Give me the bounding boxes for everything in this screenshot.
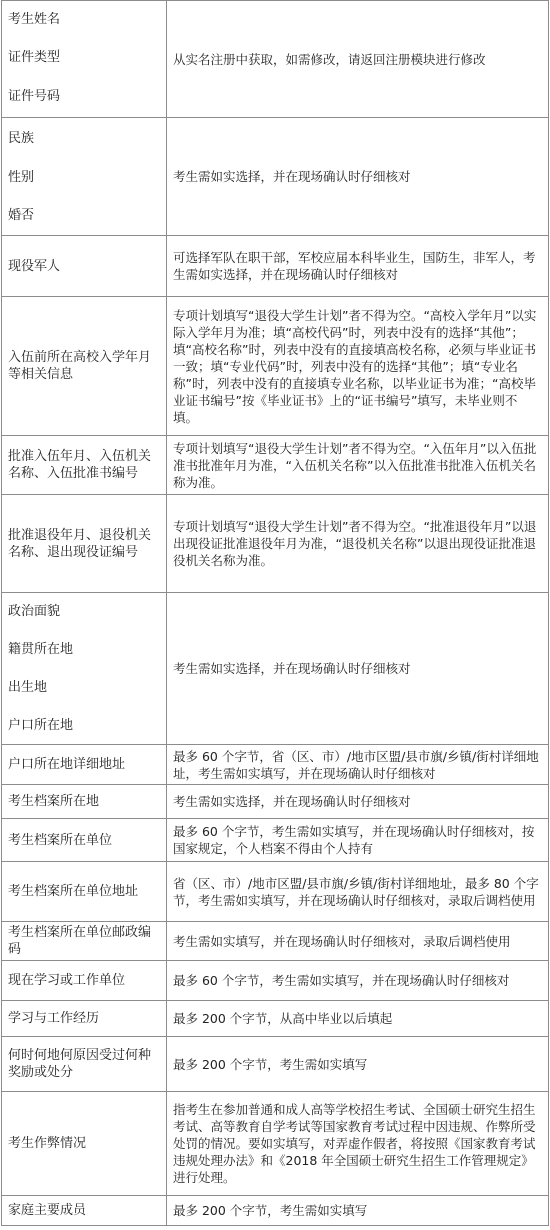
field-description: 从实名注册中获取，如需修改，请返回注册模块进行修改	[167, 1, 549, 118]
field-description: 考生需如实填写，并在现场确认时仔细核对，录取后调档使用	[167, 922, 549, 961]
field-label: 民族	[2, 118, 167, 159]
field-description: 专项计划填写“退役大学生计划”者不得为空。“批准退役年月”以退出现役证批准退役年月为准，“退役机关名称”以退出现役证批准退役机关名称为准。	[167, 495, 549, 593]
field-description: 指考生在参加普通和成人高等学校招生考试、全国硕士研究生招生考试、高等教育自学考试等国家教育考试过程中因违规、作弊所受处罚的情况。要如实填写，对弄虚作假者，将按照《国家教育考试违规处理办法》和《2018 年全国硕士研究生招生工作管理规定》进行处理。	[167, 1092, 549, 1196]
field-label: 现在学习或工作单位	[2, 961, 167, 1001]
field-label: 户口所在地详细地址	[2, 745, 167, 785]
field-description: 最多 200 个字节，考生需如实填写	[167, 1037, 549, 1092]
field-label: 学习与工作经历	[2, 1001, 167, 1037]
field-label: 入伍前所在高校入学年月等相关信息	[2, 297, 167, 436]
field-description: 最多 60 个字节，省（区、市）/地市区盟/县市旗/乡镇/街村详细地址，考生需如实填写，并在现场确认时仔细核对	[167, 745, 549, 785]
field-description: 考生需如实选择，并在现场确认时仔细核对	[167, 593, 549, 745]
field-label: 性别	[2, 159, 167, 197]
field-label: 批准入伍年月、入伍机关名称、入伍批准书编号	[2, 436, 167, 495]
field-description: 省（区、市）/地市区盟/县市旗/乡镇/街村详细地址，最多 80 个字节，考生需如实填写，并在现场确认时仔细核对，录取后调档使用	[167, 862, 549, 922]
field-description: 最多 60 个字节，考生需如实填写，并在现场确认时仔细核对，按国家规定，个人档案不得由个人持有	[167, 819, 549, 862]
field-label: 政治面貌	[2, 593, 167, 631]
field-label: 籍贯所在地	[2, 631, 167, 669]
field-label: 证件类型	[2, 39, 167, 76]
field-label: 考生姓名	[2, 1, 167, 39]
field-description: 最多 200 个字节，从高中毕业以后填起	[167, 1001, 549, 1037]
field-label: 考生作弊情况	[2, 1092, 167, 1196]
field-label: 考生档案所在单位地址	[2, 862, 167, 922]
field-description: 最多 60 个字节，考生需如实填写，并在现场确认时仔细核对	[167, 961, 549, 1001]
field-description: 考生需如实选择，并在现场确认时仔细核对	[167, 118, 549, 236]
registration-info-table	[1, 0, 549, 1226]
field-label: 婚否	[2, 197, 167, 236]
field-label: 证件号码	[2, 76, 167, 118]
field-label: 户口所在地	[2, 707, 167, 745]
field-label: 现役军人	[2, 236, 167, 297]
field-description: 可选择军队在职干部，军校应届本科毕业生，国防生，非军人，考生需如实选择，并在现场确认时仔细核对	[167, 236, 549, 297]
field-description: 最多 200 个字节，考生需如实填写	[167, 1196, 549, 1226]
field-label: 何时何地何原因受过何种奖励或处分	[2, 1037, 167, 1092]
field-description: 专项计划填写“退役大学生计划”者不得为空。“入伍年月”以入伍批准书批准年月为准，“入伍机关名称”以入伍批准书批准入伍机关名称为准。	[167, 436, 549, 495]
field-label: 考生档案所在单位邮政编码	[2, 922, 167, 961]
field-label: 家庭主要成员	[2, 1196, 167, 1226]
field-label: 出生地	[2, 669, 167, 707]
field-description: 专项计划填写“退役大学生计划”者不得为空。“高校入学年月”以实际入学年月为准；填“高校代码”时，列表中没有的选择“其他”；填“高校名称”时，列表中没有的直接填高校名称，必须与毕业证书一致；填“专业代码”时，列表中没有的选择“其他”；填“专业名称”时，列表中没有的直接填专业名称，以毕业证书为准；“高校毕业证书编号”按《毕业证书》上的“证书编号”填写，未毕业则不填。	[167, 297, 549, 436]
field-label: 批准退役年月、退役机关名称、退出现役证编号	[2, 495, 167, 593]
field-label: 考生档案所在单位	[2, 819, 167, 862]
field-label: 考生档案所在地	[2, 785, 167, 819]
field-description: 考生需如实选择，并在现场确认时仔细核对	[167, 785, 549, 819]
